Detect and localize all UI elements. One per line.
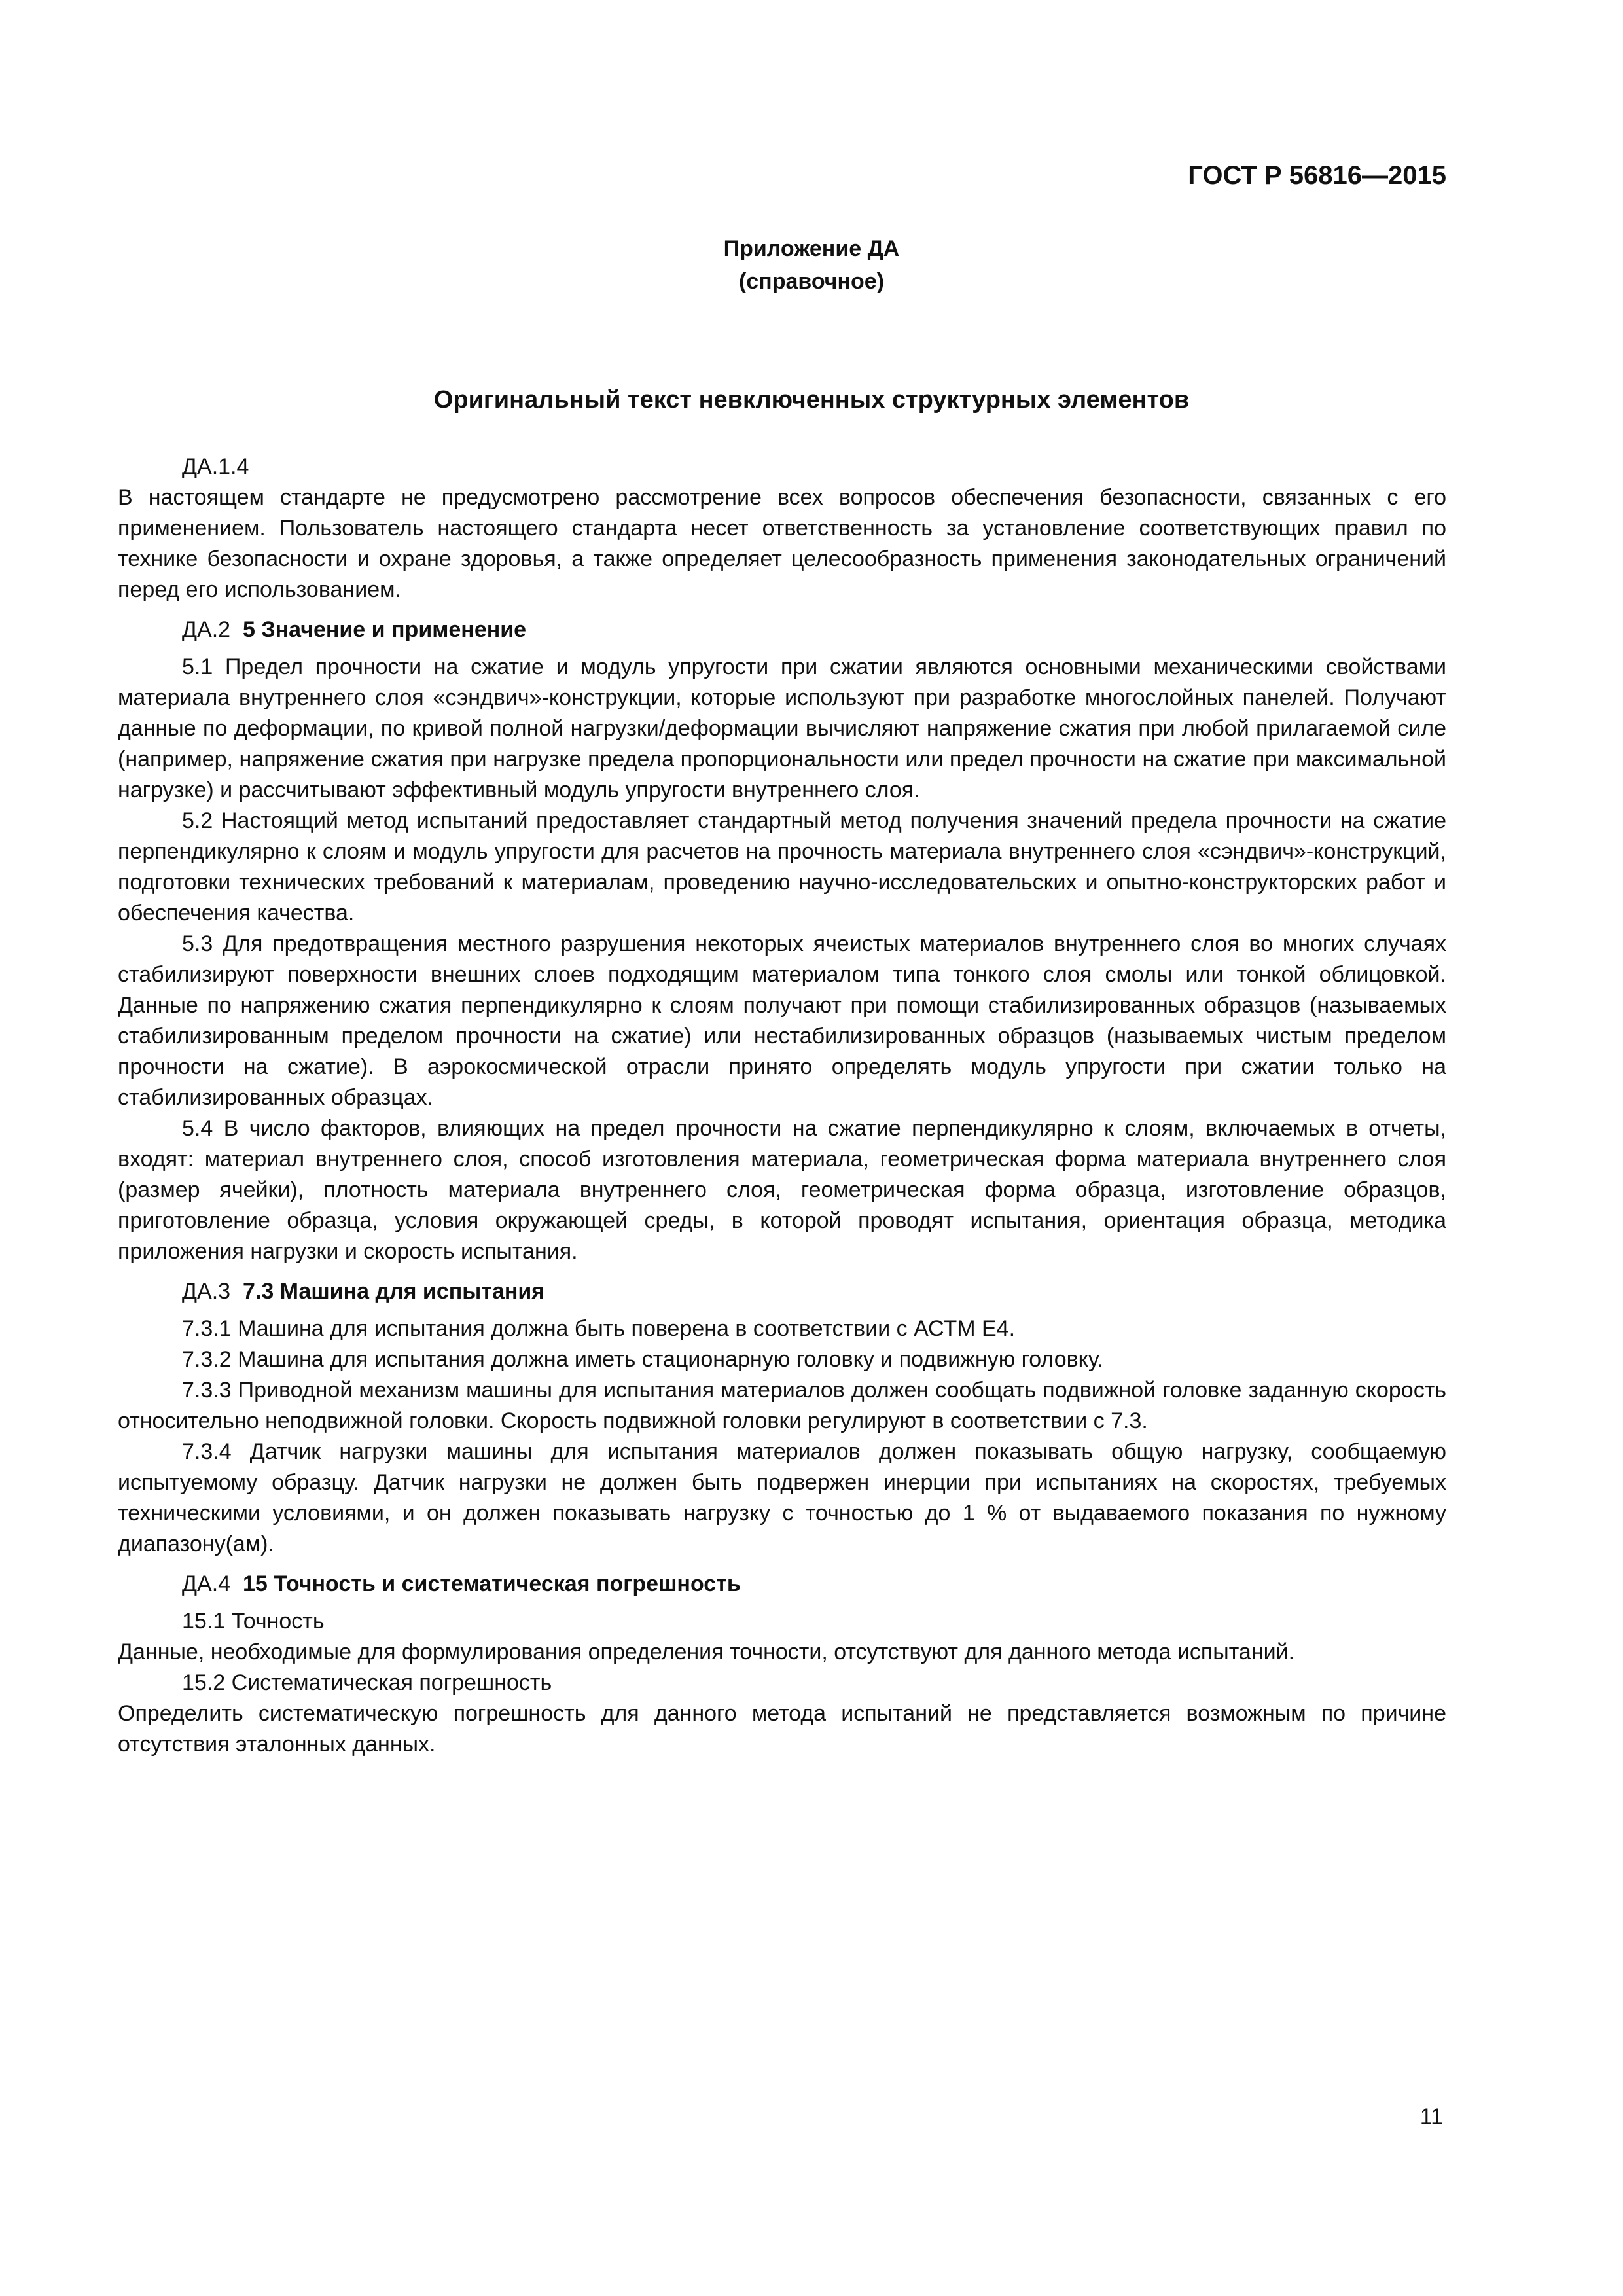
paragraph-7-3-2: 7.3.2 Машина для испытания должна иметь стационарную головку и подвижную головку.: [182, 1347, 1103, 1372]
paragraph-7-3-3: 7.3.3 Приводной механизм машины для испытания материалов должен сообщать подвижной головке заданную скорость относительно неподвижной головки. Скорость подвижной головки регулируют в соответствии с 7.3.: [118, 1378, 1446, 1433]
paragraph-5-4: 5.4 В число факторов, влияющих на предел прочности на сжатие перпендикулярно к слоям, включаемых в отчеты, входят: материал внутреннего слоя, способ изготовления материала, геометрическая форма материала внутреннего слоя (размер ячейки), плотность материала внутреннего слоя, геометрическая форма образца, изготовление образцов, приготовление образца, условия окружающей среды, в которой проводят испытания, ориентация образца, методика приложения нагрузки и скорость испытания.: [118, 1116, 1446, 1264]
section-da14-text: В настоящем стандарте не предусмотрено рассмотрение всех вопросов обеспечения безопасности, связанных с его применением. Пользователь настоящего стандарта несет ответственность за установление соответствующих правил по технике безопасности и охране здоровья, а также определяет целесообразность применения законодательных ограничений перед его использованием.: [118, 485, 1446, 602]
paragraph-5-2: 5.2 Настоящий метод испытаний предоставляет стандартный метод получения значений предела прочности на сжатие перпендикулярно к слоям и модуль упругости для расчетов на прочность материала внутреннего слоя «сэндвич»-конструкций, подготовки технических требований к материалам, проведению научно-исследовательских и опытно-конструкторских работ и обеспечения качества.: [118, 808, 1446, 925]
paragraph-7-3-4: 7.3.4 Датчик нагрузки машины для испытания материалов должен показывать общую нагрузку, сообщаемую испытуемому образцу. Датчик нагрузки не должен быть подвержен инерции при испытаниях на скоростях, требуемых техническими условиями, и он должен показывать нагрузку с точностью до 1 % от выдаваемого показания по нужному диапазону(ам).: [118, 1439, 1446, 1556]
section-da14-label: ДА.1.4: [182, 454, 249, 479]
subsection-15-2-text: Определить систематическую погрешность для данного метода испытаний не представляется возможным по причине отсутствия эталонных данных.: [118, 1701, 1446, 1757]
standard-designation: ГОСТ Р 56816—2015: [1188, 161, 1446, 190]
appendix-subtitle: (справочное): [738, 269, 885, 294]
subsection-15-1-title: 15.1 Точность: [182, 1609, 325, 1634]
section-da4-title: 15 Точность и систематическая погрешность: [242, 1571, 741, 1596]
section-da3-label: ДА.3: [182, 1279, 231, 1304]
appendix-title: Приложение ДА: [723, 236, 900, 261]
section-da2-title: 5 Значение и применение: [242, 617, 527, 642]
subsection-15-1-text: Данные, необходимые для формулирования определения точности, отсутствуют для данного метода испытаний.: [118, 1640, 1295, 1664]
section-da2-heading: [118, 615, 1446, 645]
document-title: Оригинальный текст невключенных структурных элементов: [433, 386, 1190, 414]
section-da2-label: ДА.2: [182, 617, 231, 642]
section-da4-heading: [118, 1569, 1446, 1600]
document-body: [118, 452, 1446, 1760]
paragraph-5-3: 5.3 Для предотвращения местного разрушения некоторых ячеистых материалов внутреннего слоя во многих случаях стабилизируют поверхности внешних слоев подходящим материалом типа тонкого слоя смолы или тонкой облицовкой. Данные по напряжению сжатия перпендикулярно к слоям получают при помощи стабилизированных образцов (называемых стабилизированным пределом прочности на сжатие) или нестабилизированных образцов (называемых чистым пределом прочности на сжатие). В аэрокосмической отрасли принято определять модуль упругости при сжатии только на стабилизированных образцах.: [118, 931, 1446, 1110]
section-da3-heading: [118, 1276, 1446, 1307]
appendix-heading: [0, 232, 1623, 298]
page-number: 11: [1419, 2104, 1443, 2129]
paragraph-7-3-1: 7.3.1 Машина для испытания должна быть поверена в соответствии с АСТМ Е4.: [182, 1316, 1016, 1341]
subsection-15-2-title: 15.2 Систематическая погрешность: [182, 1670, 552, 1695]
section-da4-label: ДА.4: [182, 1571, 231, 1596]
section-da3-title: 7.3 Машина для испытания: [242, 1279, 545, 1304]
paragraph-5-1: 5.1 Предел прочности на сжатие и модуль упругости при сжатии являются основными механическими свойствами материала внутреннего слоя «сэндвич»-конструкции, которые используют при разработке многослойных панелей. Получают данные по деформации, по кривой полной нагрузки/деформации вычисляют напряжение сжатия при любой прилагаемой силе (например, напряжение сжатия при нагрузке предела пропорциональности или предел прочности на сжатие при максимальной нагрузке) и рассчитывают эффективный модуль упругости внутреннего слоя.: [118, 655, 1446, 802]
